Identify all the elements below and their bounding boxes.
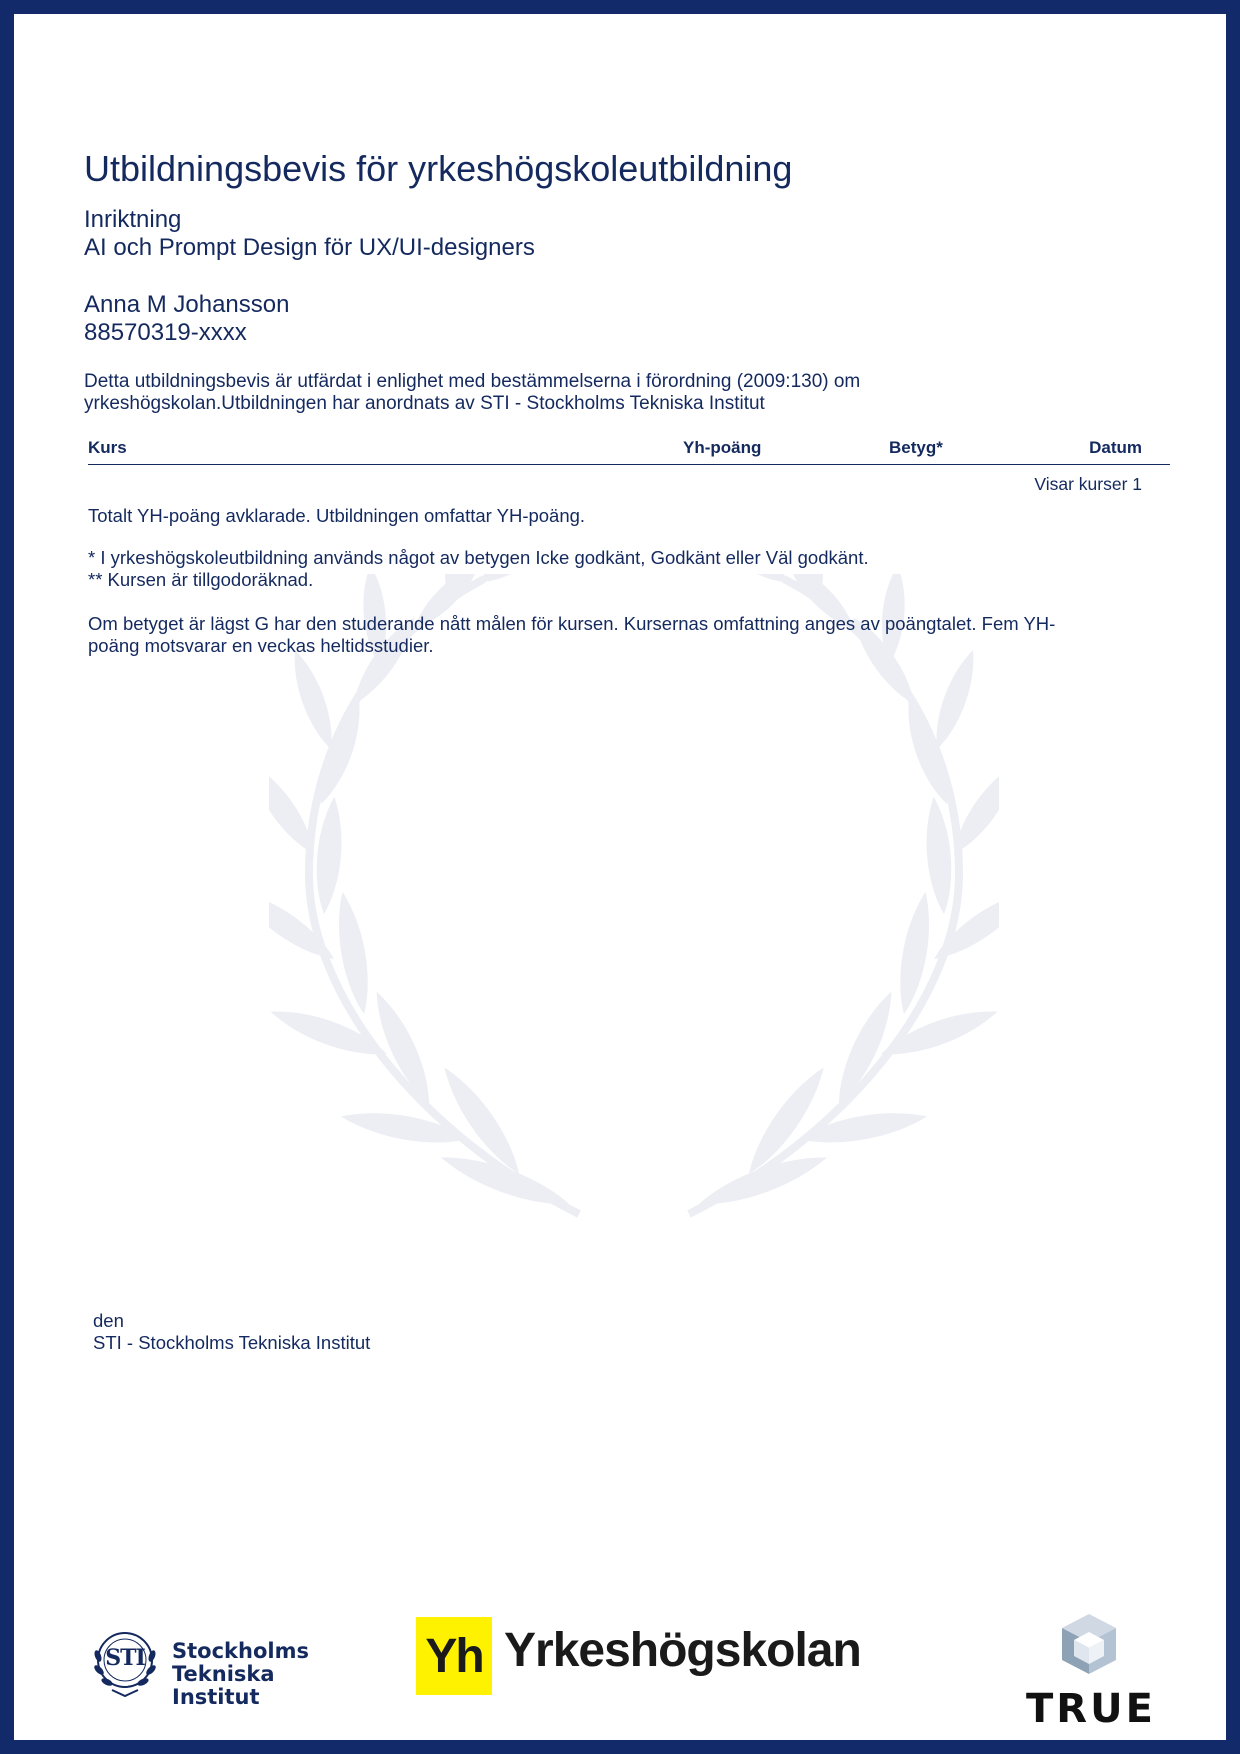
yrkeshogskolan-logo — [416, 1617, 861, 1695]
intro-text-line-1: Detta utbildningsbevis är utfärdat i enlighet med bestämmelserna i förordning (2009:130) om — [84, 371, 861, 392]
student-id: 88570319-xxxx — [84, 319, 247, 346]
student-name: Anna M Johansson — [84, 291, 290, 318]
direction-value: AI och Prompt Design för UX/UI-designers — [84, 234, 535, 261]
explanation-line-1: Om betyget är lägst G har den studerande nått målen för kursen. Kursernas omfattning anges av poängtalet. Fem YH- — [88, 613, 1056, 634]
intro-text-line-2: yrkeshögskolan.Utbildningen har anordnats av STI - Stockholms Tekniska Institut — [84, 393, 765, 414]
signature-date: den — [93, 1310, 124, 1331]
table-header-divider — [88, 464, 1170, 465]
footnote-grades: * I yrkeshögskoleutbildning används något av betygen Icke godkänt, Godkänt eller Väl godkänt. — [88, 547, 869, 568]
true-cube-icon — [1026, 1610, 1152, 1682]
direction-label: Inriktning — [84, 206, 182, 233]
sti-seal-text: STI — [105, 1645, 145, 1671]
sti-name-line-2: Tekniska Institut — [172, 1662, 275, 1709]
sti-name-line-1: Stockholms — [172, 1639, 309, 1663]
course-count: Visar kurser 1 — [1034, 474, 1142, 494]
sti-logo — [90, 1626, 360, 1709]
true-logo — [1026, 1610, 1156, 1732]
explanation-line-2: poäng motsvarar en veckas heltidsstudier. — [88, 635, 434, 656]
total-points-text: Totalt YH-poäng avklarade. Utbildningen omfattar YH-poäng. — [88, 505, 586, 526]
column-header-date: Datum — [1089, 438, 1142, 457]
column-header-points: Yh-poäng — [683, 438, 762, 457]
yh-wordmark: Yrkeshögskolan — [504, 1624, 861, 1677]
footnote-credited: ** Kursen är tillgodoräknad. — [88, 569, 314, 590]
page-title: Utbildningsbevis för yrkeshögskoleutbildning — [84, 148, 793, 189]
column-header-course: Kurs — [88, 438, 127, 457]
yh-badge: Yh — [416, 1617, 492, 1695]
true-wordmark: TRUE — [1026, 1686, 1156, 1732]
signature-issuer: STI - Stockholms Tekniska Institut — [93, 1332, 371, 1353]
column-header-grade: Betyg* — [889, 438, 943, 457]
